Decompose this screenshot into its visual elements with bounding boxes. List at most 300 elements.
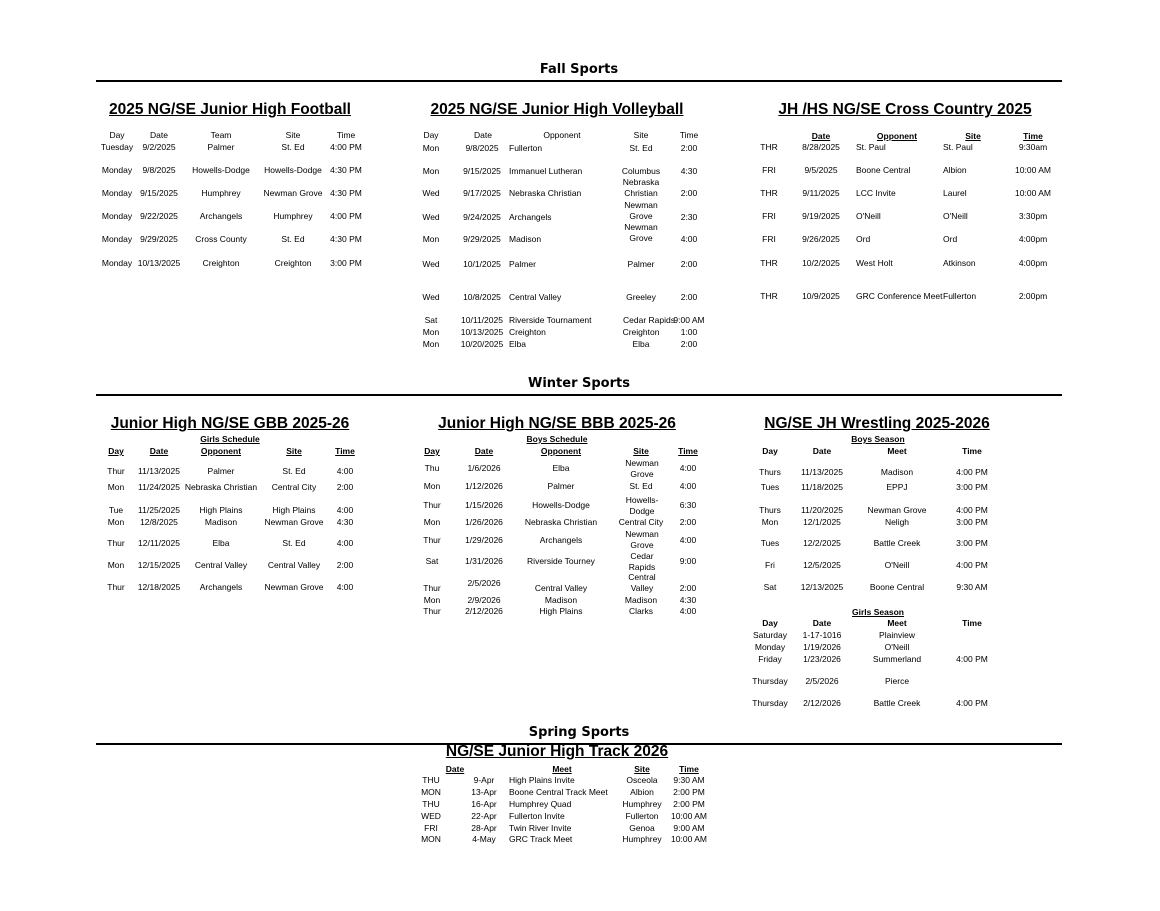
bbb-cell: Riverside Tourney xyxy=(527,556,595,566)
volleyball-cell: Wed xyxy=(422,292,440,302)
volleyball-cell: 2:00 xyxy=(680,339,698,349)
gbb-cell: 12/18/2025 xyxy=(137,582,181,592)
wrestling-cell: Summerland xyxy=(872,654,922,664)
track-cell: Boone Central Track Meet xyxy=(509,787,608,797)
football-header-day: Day xyxy=(109,130,125,140)
wrestling-cell: Pierce xyxy=(884,676,910,686)
volleyball-cell: 4:00 xyxy=(680,234,698,244)
gbb-cell: 4:00 xyxy=(336,466,354,476)
volleyball-cell: Sat xyxy=(424,315,438,325)
football-cell: 9/15/2025 xyxy=(140,188,178,198)
bbb-cell: Thur xyxy=(423,535,441,545)
volleyball-cell: Newman Grove xyxy=(624,200,658,221)
wrestling-cell: 11/20/2025 xyxy=(801,505,843,515)
volleyball-header-day: Day xyxy=(423,130,439,140)
track-cell: Twin River Invite xyxy=(509,823,572,833)
wrestling-header-time: Time xyxy=(962,446,982,456)
gbb-cell: Newman Grove xyxy=(264,517,324,527)
wrestling-cell: 4:00 PM xyxy=(956,654,988,664)
wrestling-cell: Thursday xyxy=(752,676,788,686)
volleyball-cell: 10/20/2025 xyxy=(460,339,504,349)
cross_country-cell: 10/2/2025 xyxy=(802,258,840,268)
bbb-header-day: Day xyxy=(424,446,440,456)
volleyball-cell: 2:00 xyxy=(680,292,698,302)
bbb-cell: 1/26/2026 xyxy=(465,517,503,527)
gbb-cell: Central Valley xyxy=(194,560,248,570)
cross_country-cell: 9:30am xyxy=(1018,142,1048,152)
bbb-cell: 2:00 xyxy=(679,517,697,527)
volleyball-cell: Palmer xyxy=(509,259,536,269)
gbb-cell: Thur xyxy=(107,538,125,548)
bbb-cell: Thur xyxy=(423,500,441,510)
bbb-header-date: Date xyxy=(474,446,494,456)
gbb-cell: High Plains xyxy=(272,505,316,515)
football-cell: 9/8/2025 xyxy=(142,165,176,175)
bbb-cell: 4:30 xyxy=(679,595,697,605)
gbb-header-day: Day xyxy=(108,446,124,456)
bbb-cell: High Plains xyxy=(539,606,583,616)
volleyball-cell: 9/24/2025 xyxy=(463,212,501,222)
gbb-cell: 11/24/2025 xyxy=(138,482,180,492)
cross_country-cell: 9/19/2025 xyxy=(802,211,840,221)
wrestling-cell: 12/5/2025 xyxy=(803,560,841,570)
volleyball-cell: 2:00 xyxy=(680,188,698,198)
track-cell: WED xyxy=(421,811,441,821)
gbb-cell: 4:00 xyxy=(336,582,354,592)
volleyball-title: 2025 NG/SE Junior High Volleyball xyxy=(430,101,684,118)
football-cell: Cross County xyxy=(195,234,247,244)
cross_country-cell: 9/26/2025 xyxy=(802,234,840,244)
bbb-cell: Cedar Rapids xyxy=(628,551,656,572)
track-cell: 16-Apr xyxy=(471,799,497,809)
football-title: 2025 NG/SE Junior High Football xyxy=(108,101,351,118)
wrestling-cell: Thurs xyxy=(759,467,781,477)
gbb-cell: Newman Grove xyxy=(264,582,324,592)
track-cell: FRI xyxy=(424,823,438,833)
bbb-cell: 4:00 xyxy=(679,535,697,545)
cross_country-cell: 10:00 AM xyxy=(1015,188,1051,198)
wrestling-girls-header: Meet xyxy=(887,618,907,628)
fall-divider xyxy=(96,80,1062,82)
bbb-cell: Sat xyxy=(425,556,439,566)
football-cell: Monday xyxy=(101,211,133,221)
wrestling-cell: Tues xyxy=(760,482,780,492)
cross_country-cell: Atkinson xyxy=(943,258,976,268)
track-cell: 2:00 PM xyxy=(673,787,705,797)
cross_country-cell: Ord xyxy=(943,234,958,244)
football-cell: St. Ed xyxy=(281,234,305,244)
wrestling-cell: 1/19/2026 xyxy=(803,642,841,652)
track-cell: 10:00 AM xyxy=(671,811,707,821)
wrestling-cell: 12/1/2025 xyxy=(803,517,841,527)
football-cell: 9/2/2025 xyxy=(142,142,176,152)
cross_country-cell: West Holt xyxy=(856,258,893,268)
football-header-team: Team xyxy=(210,130,232,140)
football-cell: Howells-Dodge xyxy=(192,165,250,175)
football-cell: 4:00 PM xyxy=(330,211,362,221)
bbb-cell: 2/5/2026 xyxy=(467,578,501,588)
track-cell: 13-Apr xyxy=(471,787,497,797)
football-cell: Creighton xyxy=(274,258,312,268)
football-cell: Monday xyxy=(101,188,133,198)
gbb-cell: St. Ed xyxy=(282,538,306,548)
volleyball-cell: Creighton xyxy=(622,327,660,337)
wrestling-cell: 12/2/2025 xyxy=(803,538,841,548)
gbb-cell: Mon xyxy=(107,517,125,527)
cross_country-cell: LCC Invite xyxy=(856,188,896,198)
gbb-cell: 4:00 xyxy=(336,538,354,548)
fall-sports-heading: Fall Sports xyxy=(539,62,619,77)
bbb-cell: Central Valley xyxy=(534,583,588,593)
gbb-cell: 4:30 xyxy=(336,517,354,527)
bbb-cell: Thu xyxy=(424,463,440,473)
track-cell: Genoa xyxy=(629,823,655,833)
volleyball-cell: Columbus xyxy=(621,166,661,176)
bbb-cell: 2/9/2026 xyxy=(467,595,501,605)
football-cell: 3:00 PM xyxy=(330,258,362,268)
wrestling-cell: 12/13/2025 xyxy=(800,582,844,592)
wrestling-title: NG/SE JH Wrestling 2025-2026 xyxy=(764,415,990,432)
gbb-title: Junior High NG/SE GBB 2025-26 xyxy=(110,415,350,432)
gbb-cell: Nebraska Christian xyxy=(184,482,258,492)
wrestling-header-meet: Meet xyxy=(887,446,907,456)
bbb-cell: 6:30 xyxy=(679,500,697,510)
wrestling-cell: 11/18/2025 xyxy=(801,482,843,492)
gbb-cell: 2:00 xyxy=(336,482,354,492)
cross_country-cell: Fullerton xyxy=(943,291,977,301)
bbb-header-opponent: Opponent xyxy=(540,446,582,456)
bbb-header-time: Time xyxy=(678,446,698,456)
cross_country-cell: 10:00 AM xyxy=(1015,165,1051,175)
football-cell: 4:00 PM xyxy=(330,142,362,152)
gbb-cell: 12/8/2025 xyxy=(140,517,178,527)
football-cell: Monday xyxy=(101,165,133,175)
track-cell: 9-Apr xyxy=(473,775,495,785)
wrestling-cell: Neligh xyxy=(884,517,910,527)
football-cell: Monday xyxy=(101,234,133,244)
wrestling-cell: Boone Central xyxy=(869,582,925,592)
cross_country-cell: FRI xyxy=(762,165,776,175)
bbb-cell: Newman Grove xyxy=(625,529,659,550)
bbb-cell: 1/15/2026 xyxy=(465,500,503,510)
gbb-subtitle: Girls Schedule xyxy=(200,434,260,444)
wrestling-cell: 2/12/2026 xyxy=(803,698,841,708)
wrestling-cell: 11/13/2025 xyxy=(801,467,843,477)
winter-divider xyxy=(96,394,1062,396)
football-cell: Newman Grove xyxy=(263,188,323,198)
volleyball-cell: 2:30 xyxy=(680,212,698,222)
cross_country-cell: THR xyxy=(760,291,778,301)
bbb-cell: Elba xyxy=(552,463,570,473)
cross_country-cell: 9/5/2025 xyxy=(804,165,838,175)
track-cell: Fullerton Invite xyxy=(509,811,565,821)
gbb-header-opponent: Opponent xyxy=(200,446,242,456)
gbb-cell: 2:00 xyxy=(336,560,354,570)
wrestling-cell: O'Neill xyxy=(884,560,910,570)
volleyball-cell: Wed xyxy=(422,212,440,222)
wrestling-cell: 1/23/2026 xyxy=(803,654,841,664)
cross_country-header-date: Date xyxy=(811,131,831,141)
bbb-cell: Palmer xyxy=(547,481,575,491)
track-cell: 28-Apr xyxy=(471,823,497,833)
wrestling-cell: EPPJ xyxy=(886,482,908,492)
cross_country-cell: O'Neill xyxy=(856,211,881,221)
volleyball-cell: Mon xyxy=(422,339,440,349)
football-cell: Humphrey xyxy=(201,188,241,198)
bbb-cell: Mon xyxy=(423,481,441,491)
wrestling-cell: Sat xyxy=(763,582,777,592)
gbb-cell: Thur xyxy=(107,582,125,592)
track-cell: 10:00 AM xyxy=(671,834,707,844)
gbb-cell: Central Valley xyxy=(267,560,321,570)
bbb-cell: St. Ed xyxy=(629,481,653,491)
volleyball-cell: Mon xyxy=(422,166,440,176)
bbb-cell: 1/12/2026 xyxy=(465,481,503,491)
wrestling-cell: 3:00 PM xyxy=(956,538,988,548)
volleyball-cell: 10/11/2025 xyxy=(461,315,503,325)
cross_country-cell: St. Paul xyxy=(856,142,886,152)
volleyball-cell: 9/8/2025 xyxy=(465,143,499,153)
bbb-cell: Newman Grove xyxy=(625,458,659,479)
football-cell: Tuesday xyxy=(100,142,134,152)
track-cell: Fullerton xyxy=(625,811,659,821)
wrestling-cell: 4:00 PM xyxy=(956,505,988,515)
volleyball-cell: 10/1/2025 xyxy=(463,259,501,269)
gbb-cell: St. Ed xyxy=(282,466,306,476)
track-cell: Albion xyxy=(630,787,654,797)
volleyball-cell: Mon xyxy=(422,327,440,337)
wrestling-cell: 2/5/2026 xyxy=(805,676,839,686)
football-header-date: Date xyxy=(150,130,168,140)
volleyball-cell: Mon xyxy=(422,143,440,153)
volleyball-cell: St. Ed xyxy=(629,143,653,153)
bbb-cell: Central City xyxy=(618,517,664,527)
cross_country-cell: 8/28/2025 xyxy=(802,142,840,152)
football-header-time: Time xyxy=(336,130,356,140)
wrestling-girls-header: Time xyxy=(962,618,982,628)
wrestling-cell: Battle Creek xyxy=(873,698,921,708)
bbb-cell: Mon xyxy=(423,517,441,527)
cross_country-cell: THR xyxy=(760,142,778,152)
gbb-header-date: Date xyxy=(149,446,169,456)
cross_country-header-site: Site xyxy=(965,131,981,141)
volleyball-cell: 2:00 xyxy=(680,259,698,269)
volleyball-cell: 1:00 xyxy=(680,327,698,337)
volleyball-cell: 10/13/2025 xyxy=(460,327,504,337)
cross_country-cell: THR xyxy=(760,188,778,198)
football-cell: 4:30 PM xyxy=(330,165,362,175)
track-cell: High Plains Invite xyxy=(509,775,575,785)
track-cell: 9:00 AM xyxy=(673,823,705,833)
track-cell: GRC Track Meet xyxy=(509,834,573,844)
football-cell: Monday xyxy=(101,258,133,268)
wrestling-cell: 4:00 PM xyxy=(956,560,988,570)
wrestling-cell: Mon xyxy=(761,517,779,527)
wrestling-header-day: Day xyxy=(762,446,778,456)
cross_country-cell: 3:30pm xyxy=(1018,211,1048,221)
football-cell: Archangels xyxy=(199,211,243,221)
cross_country-cell: St. Paul xyxy=(943,142,973,152)
cross_country-cell: 9/11/2025 xyxy=(802,188,840,198)
football-cell: Howells-Dodge xyxy=(264,165,322,175)
wrestling-cell: Friday xyxy=(758,654,782,664)
wrestling-cell: Newman Grove xyxy=(867,505,927,515)
bbb-cell: 1/31/2026 xyxy=(465,556,503,566)
bbb-cell: Madison xyxy=(544,595,578,605)
football-cell: 9/22/2025 xyxy=(140,211,178,221)
track-cell: Humphrey xyxy=(622,834,662,844)
wrestling-cell: 4:00 PM xyxy=(956,698,988,708)
bbb-cell: Nebraska Christian xyxy=(524,517,598,527)
bbb-cell: Thur xyxy=(423,606,441,616)
football-cell: Palmer xyxy=(207,142,235,152)
volleyball-cell: 2:00 xyxy=(680,143,698,153)
volleyball-cell: Elba xyxy=(632,339,650,349)
volleyball-cell: Immanuel Lutheran xyxy=(509,166,583,176)
volleyball-cell: Greeley xyxy=(626,292,656,302)
track-cell: 22-Apr xyxy=(471,811,497,821)
cross_country-header-opponent: Opponent xyxy=(876,131,918,141)
bbb-cell: 4:00 xyxy=(679,481,697,491)
wrestling-cell: Thursday xyxy=(752,698,788,708)
gbb-cell: High Plains xyxy=(199,505,243,515)
football-cell: 4:30 PM xyxy=(330,234,362,244)
volleyball-cell: Elba xyxy=(509,339,527,349)
track-header-time: Time xyxy=(679,764,699,774)
bbb-cell: 1/6/2026 xyxy=(467,463,501,473)
track-cell: Humphrey Quad xyxy=(509,799,572,809)
wrestling-cell: 4:00 PM xyxy=(956,467,988,477)
football-cell: St. Ed xyxy=(281,142,305,152)
volleyball-cell: 9:00 AM xyxy=(673,315,705,325)
wrestling-cell: 9:30 AM xyxy=(956,582,988,592)
bbb-cell: Archangels xyxy=(539,535,583,545)
cross_country-cell: FRI xyxy=(762,211,776,221)
volleyball-cell: Madison xyxy=(509,234,542,244)
volleyball-header-opponent: Opponent xyxy=(543,130,581,140)
bbb-cell: Mon xyxy=(423,595,441,605)
gbb-cell: 12/15/2025 xyxy=(137,560,181,570)
gbb-cell: Madison xyxy=(204,517,238,527)
volleyball-header-date: Date xyxy=(474,130,492,140)
football-cell: Creighton xyxy=(202,258,240,268)
track-header-date: Date xyxy=(445,764,465,774)
volleyball-cell: Riverside Tournament xyxy=(509,315,592,325)
gbb-cell: Thur xyxy=(107,466,125,476)
track-header-meet: Meet xyxy=(552,764,572,774)
wrestling-girls-header: Date xyxy=(812,618,832,628)
wrestling-girls-label: Girls Season xyxy=(852,607,904,617)
bbb-cell: 4:00 xyxy=(679,606,697,616)
gbb-cell: Elba xyxy=(212,538,230,548)
volleyball-header-site: Site xyxy=(633,130,649,140)
cross_country-cell: 10/9/2025 xyxy=(802,291,840,301)
volleyball-cell: 4:30 xyxy=(680,166,698,176)
wrestling-girls-header: Day xyxy=(762,618,778,628)
football-header-site: Site xyxy=(285,130,301,140)
cross_country-cell: 4:00pm xyxy=(1018,258,1048,268)
volleyball-cell: Creighton xyxy=(509,327,546,337)
bbb-cell: Central Valley xyxy=(628,572,656,593)
track-cell: Humphrey xyxy=(622,799,662,809)
gbb-header-time: Time xyxy=(335,446,355,456)
volleyball-cell: 10/8/2025 xyxy=(463,292,501,302)
bbb-cell: Madison xyxy=(624,595,658,605)
volleyball-cell: Wed xyxy=(422,259,440,269)
volleyball-cell: Mon xyxy=(422,234,440,244)
track-cell: 2:00 PM xyxy=(673,799,705,809)
football-cell: 9/29/2025 xyxy=(140,234,178,244)
bbb-cell: 1/29/2026 xyxy=(465,535,503,545)
bbb-subtitle: Boys Schedule xyxy=(526,434,588,444)
track-cell: MON xyxy=(421,787,441,797)
cross_country-cell: 4:00pm xyxy=(1018,234,1048,244)
track-cell: THU xyxy=(422,799,440,809)
bbb-header-site: Site xyxy=(633,446,649,456)
track-header-site: Site xyxy=(634,764,650,774)
wrestling-cell: O'Neill xyxy=(884,642,910,652)
cross_country-header-time: Time xyxy=(1023,131,1043,141)
track-cell: Osceola xyxy=(626,775,658,785)
bbb-cell: 9:00 xyxy=(679,556,697,566)
track-cell: 4-May xyxy=(472,834,496,844)
volleyball-cell: Wed xyxy=(422,188,440,198)
wrestling-cell: 3:00 PM xyxy=(956,517,988,527)
bbb-cell: 2:00 xyxy=(679,583,697,593)
volleyball-header-time: Time xyxy=(679,130,699,140)
gbb-cell: Mon xyxy=(107,560,125,570)
volleyball-cell: Newman Grove xyxy=(624,222,658,243)
gbb-cell: 11/13/2025 xyxy=(138,466,180,476)
bbb-title: Junior High NG/SE BBB 2025-26 xyxy=(438,415,676,432)
volleyball-cell: Nebraska Christian xyxy=(622,177,660,198)
wrestling-cell: Tues xyxy=(760,538,780,548)
cross_country-cell: Boone Central xyxy=(856,165,911,175)
cross_country-cell: THR xyxy=(760,258,778,268)
track-title: NG/SE Junior High Track 2026 xyxy=(445,743,669,760)
wrestling-boys-label: Boys Season xyxy=(851,434,905,444)
bbb-cell: Clarks xyxy=(628,606,654,616)
cross_country-cell: FRI xyxy=(762,234,776,244)
cross_country-cell: Albion xyxy=(943,165,967,175)
wrestling-cell: Madison xyxy=(880,467,914,477)
volleyball-cell: 9/15/2025 xyxy=(463,166,501,176)
volleyball-cell: Archangels xyxy=(509,212,552,222)
football-cell: 4:30 PM xyxy=(330,188,362,198)
bbb-cell: 4:00 xyxy=(679,463,697,473)
football-cell: Humphrey xyxy=(273,211,313,221)
wrestling-cell: Plainview xyxy=(879,630,915,640)
bbb-cell: Howells-Dodge xyxy=(625,495,659,516)
bbb-cell: Thur xyxy=(423,583,441,593)
wrestling-cell: Battle Creek xyxy=(873,538,921,548)
gbb-cell: Palmer xyxy=(207,466,235,476)
volleyball-cell: Palmer xyxy=(627,259,655,269)
wrestling-cell: 1-17-1016 xyxy=(802,630,842,640)
volleyball-cell: Cedar Rapids xyxy=(623,315,675,325)
cross_country-cell: Ord xyxy=(856,234,871,244)
cross_country-cell: Laurel xyxy=(943,188,967,198)
winter-sports-heading: Winter Sports xyxy=(528,376,630,391)
volleyball-cell: Fullerton xyxy=(509,143,543,153)
cross_country-cell: GRC Conference Meet xyxy=(856,291,943,301)
gbb-cell: Central City xyxy=(271,482,317,492)
spring-sports-heading: Spring Sports xyxy=(528,725,630,740)
gbb-cell: Tue xyxy=(108,505,124,515)
bbb-cell: 2/12/2026 xyxy=(465,606,503,616)
cross_country-cell: O'Neill xyxy=(943,211,968,221)
gbb-cell: 4:00 xyxy=(336,505,354,515)
